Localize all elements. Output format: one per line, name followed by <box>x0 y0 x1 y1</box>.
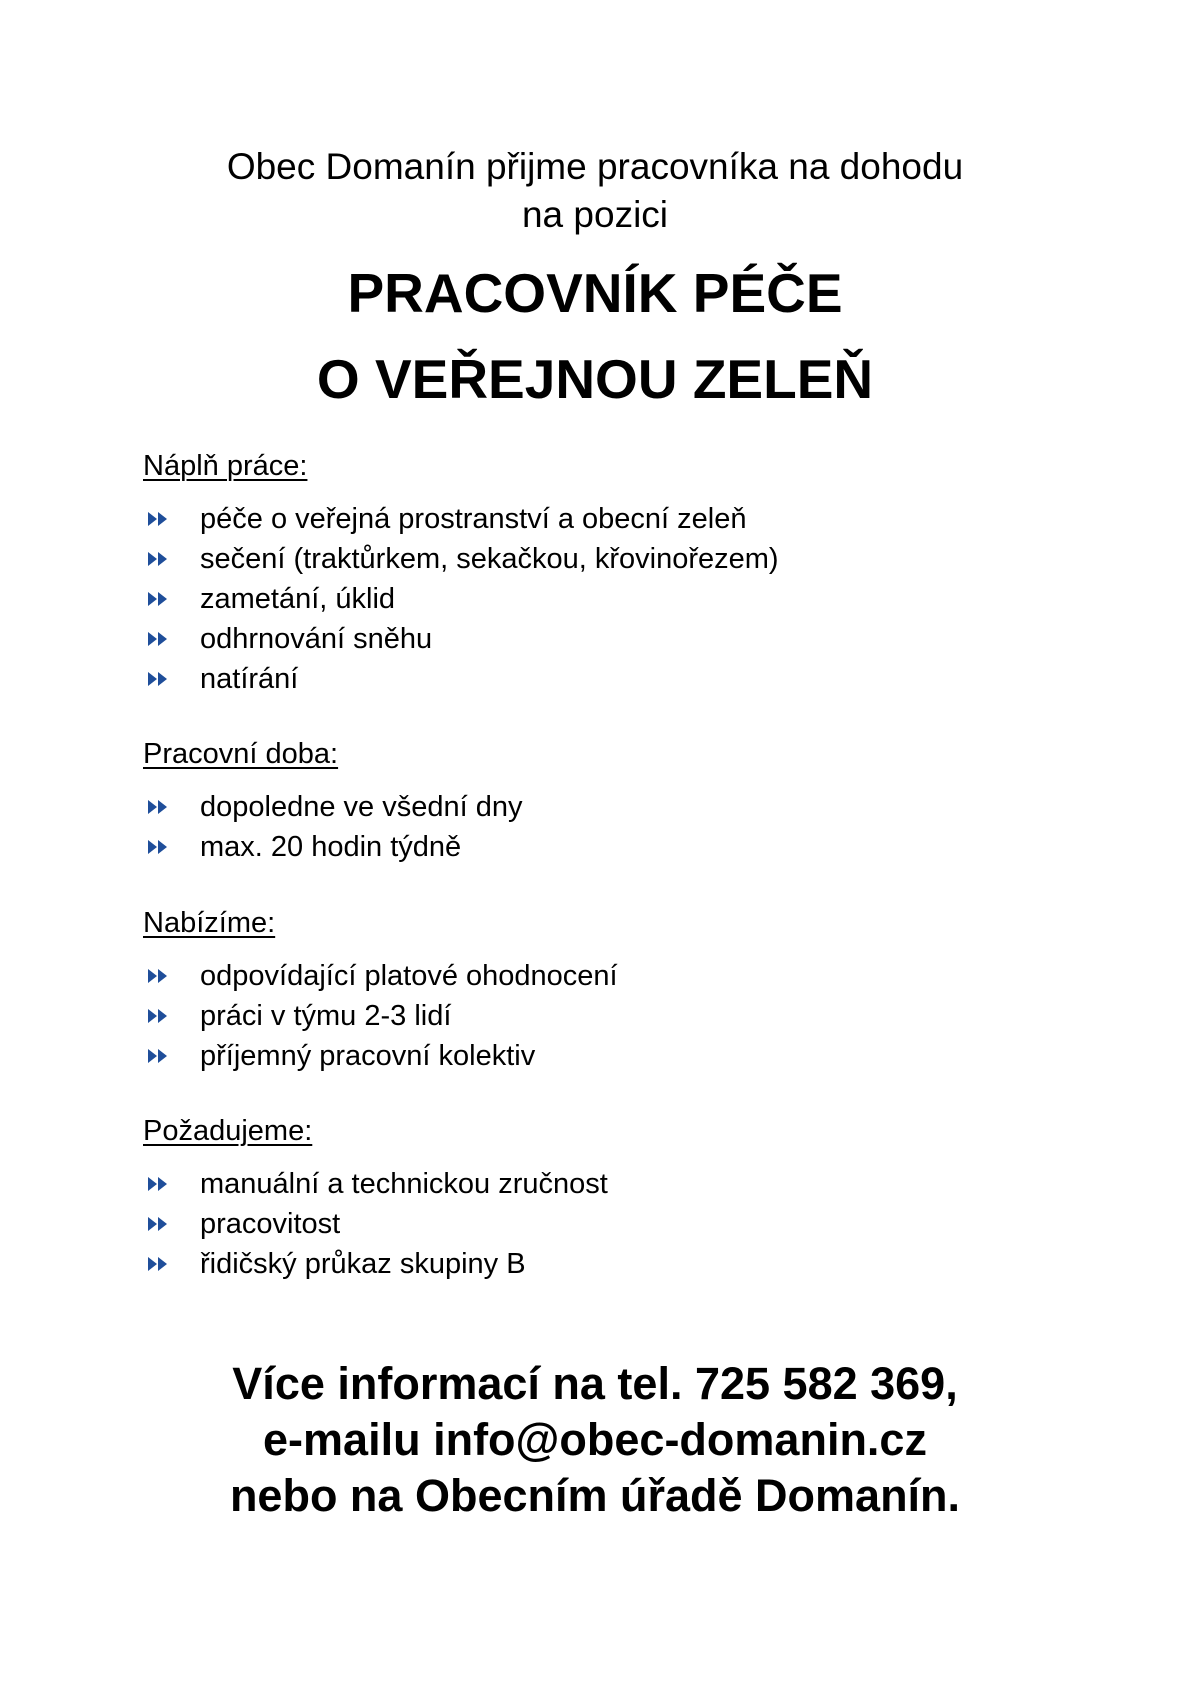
intro-line-2: na pozici <box>521 194 669 235</box>
list-item-text: sečení (traktůrkem, sekačkou, křovinořezem) <box>200 543 779 575</box>
list-item <box>143 619 1083 659</box>
section-heading: Nabízíme: <box>143 907 276 939</box>
double-chevron-right-icon <box>147 591 169 607</box>
list-item-text: odhrnování sněhu <box>200 623 433 655</box>
double-chevron-right-icon <box>147 968 169 984</box>
section-heading: Požadujeme: <box>143 1115 313 1147</box>
list-item <box>143 956 1083 996</box>
double-chevron-right-icon <box>147 799 169 815</box>
list-item-text: práci v týmu 2-3 lidí <box>200 1000 452 1032</box>
contact-phone-line: Více informací na tel. 725 582 369, <box>232 1358 958 1409</box>
list-item <box>143 659 1083 699</box>
list-item-text: dopoledne ve všední dny <box>200 791 523 823</box>
double-chevron-right-icon <box>147 631 169 647</box>
list-item-text: natírání <box>200 663 299 695</box>
intro-text <box>0 143 1190 239</box>
contact-info <box>0 1356 1190 1524</box>
list-item <box>143 996 1083 1036</box>
list-item-text: pracovitost <box>200 1208 341 1240</box>
section-heading: Náplň práce: <box>143 450 308 482</box>
contact-email-line: e-mailu info@obec-domanin.cz <box>263 1414 927 1465</box>
double-chevron-right-icon <box>147 839 169 855</box>
double-chevron-right-icon <box>147 1048 169 1064</box>
section-we-offer <box>143 905 1083 1076</box>
double-chevron-right-icon <box>147 1176 169 1192</box>
list-item-text: max. 20 hodin týdně <box>200 831 462 863</box>
double-chevron-right-icon <box>147 1008 169 1024</box>
list-item-text: péče o veřejná prostranství a obecní zeleň <box>200 503 747 535</box>
double-chevron-right-icon <box>147 1256 169 1272</box>
section-heading: Pracovní doba: <box>143 738 339 770</box>
list-item <box>143 827 1083 867</box>
list-item-text: odpovídající platové ohodnocení <box>200 960 618 992</box>
double-chevron-right-icon <box>147 671 169 687</box>
double-chevron-right-icon <box>147 511 169 527</box>
list-item-text: manuální a technickou zručnost <box>200 1168 608 1200</box>
list-item <box>143 1036 1083 1076</box>
double-chevron-right-icon <box>147 551 169 567</box>
list-item <box>143 1204 1083 1244</box>
list-item <box>143 499 1083 539</box>
contact-office-line: nebo na Obecním úřadě Domanín. <box>229 1470 961 1521</box>
title-line-1: PRACOVNÍK PÉČE <box>347 262 843 324</box>
list-item <box>143 787 1083 827</box>
section-working-hours <box>143 736 1083 867</box>
section-requirements <box>143 1113 1083 1284</box>
position-title <box>0 250 1190 422</box>
list-item <box>143 1164 1083 1204</box>
intro-line-1: Obec Domanín přijme pracovníka na dohodu <box>226 146 964 187</box>
list-item-text: řidičský průkaz skupiny B <box>200 1248 526 1280</box>
list-item <box>143 1244 1083 1284</box>
double-chevron-right-icon <box>147 1216 169 1232</box>
list-item-text: příjemný pracovní kolektiv <box>200 1040 536 1072</box>
title-line-2: O VEŘEJNOU ZELEŇ <box>316 348 874 410</box>
list-item <box>143 579 1083 619</box>
section-job-description <box>143 448 1083 699</box>
list-item-text: zametání, úklid <box>200 583 396 615</box>
list-item <box>143 539 1083 579</box>
